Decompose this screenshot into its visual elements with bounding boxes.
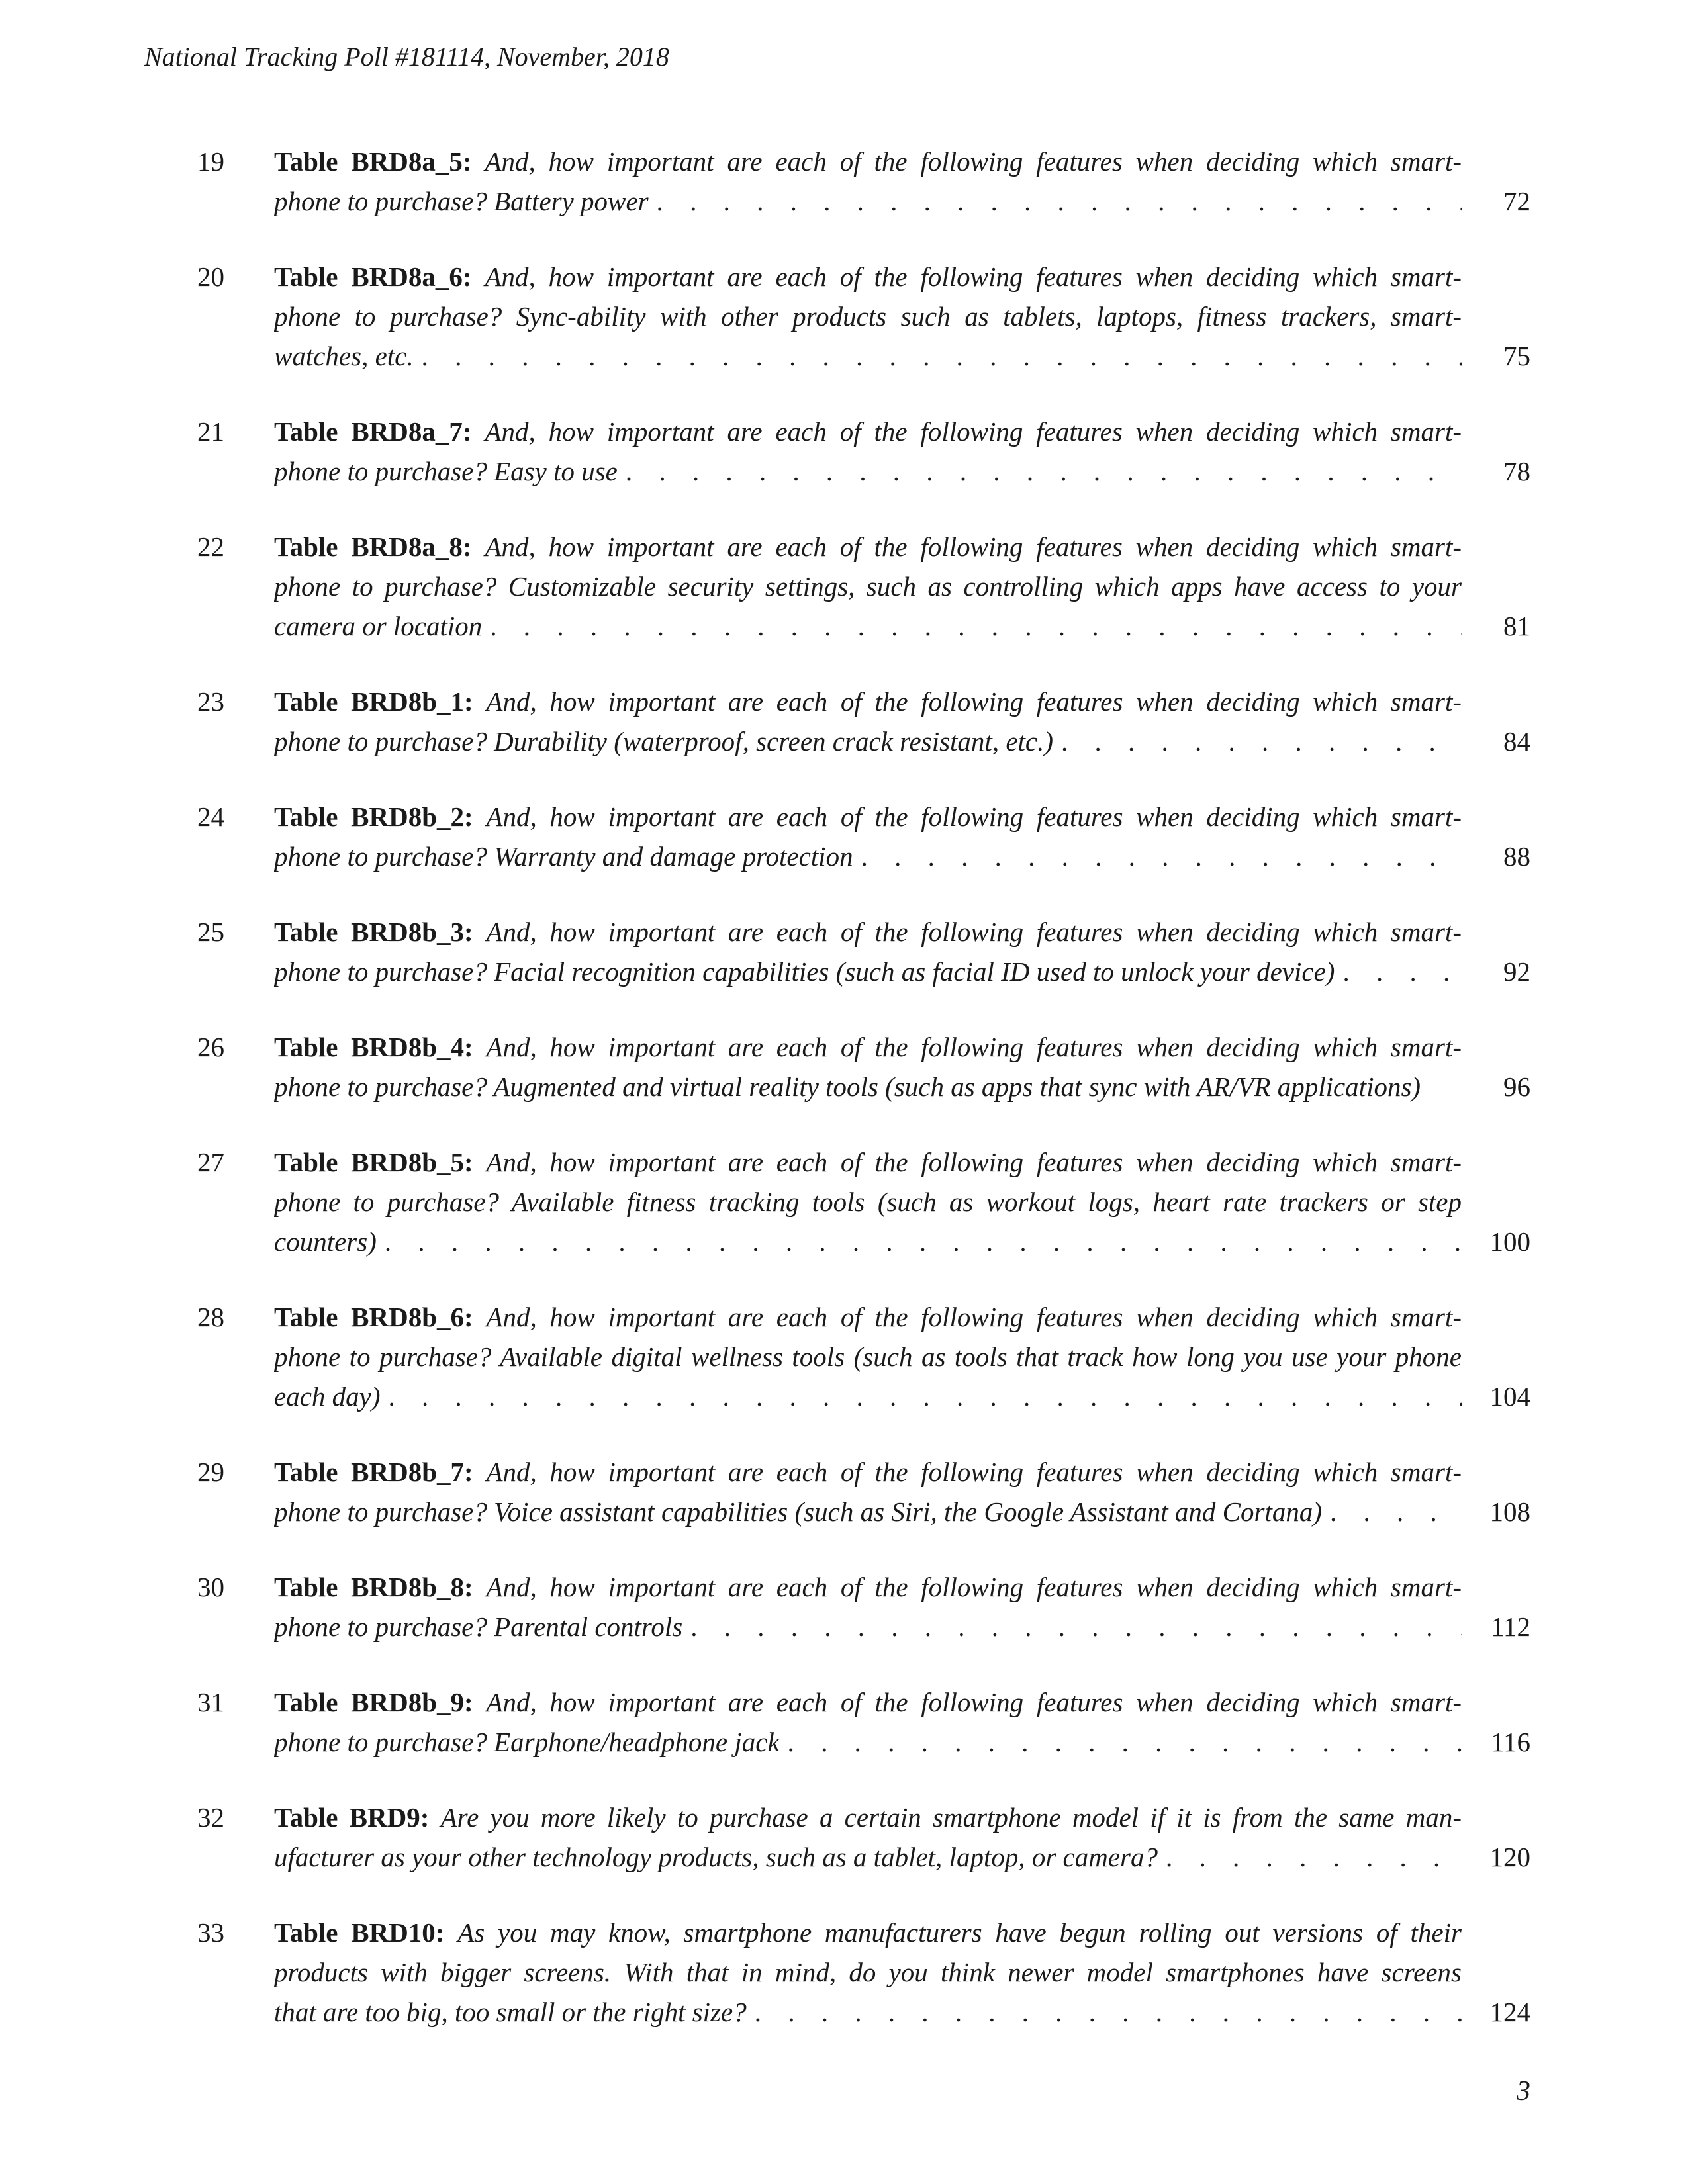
- entry-label: Table BRD8a_6:: [274, 261, 472, 292]
- toc-entry[interactable]: [0, 142, 1688, 257]
- table-of-contents: [0, 142, 1688, 2068]
- entry-label: Table BRD8b_9:: [274, 1687, 473, 1717]
- entry-question-tail: phone to purchase? Parental controls: [274, 1612, 683, 1642]
- dot-leader: [618, 451, 1462, 491]
- entry-label: Table BRD8b_4:: [274, 1032, 473, 1062]
- toc-entry[interactable]: [0, 412, 1688, 527]
- entry-number: 22: [197, 531, 224, 562]
- entry-question-line: And, how important are each of the following features when deciding which smart-: [486, 1032, 1462, 1062]
- entry-label: Table BRD8b_8:: [274, 1572, 473, 1602]
- entry-text: [274, 142, 1462, 221]
- entry-label: Table BRD9:: [274, 1802, 430, 1833]
- toc-entry[interactable]: [0, 912, 1688, 1027]
- entry-text: [274, 1142, 1462, 1261]
- dot-leader: [482, 606, 1462, 646]
- entry-page-number: 92: [1503, 956, 1530, 987]
- entry-question-line: And, how important are each of the following features when deciding which smart-: [485, 531, 1462, 562]
- entry-text: [274, 912, 1462, 991]
- entry-page-number: 120: [1489, 1842, 1530, 1872]
- entry-label: Table BRD8b_3:: [274, 917, 473, 947]
- toc-entry[interactable]: [0, 682, 1688, 797]
- entry-label: Table BRD8b_1:: [274, 686, 473, 717]
- toc-entry[interactable]: [0, 1913, 1688, 2068]
- entry-question-line: And, how important are each of the following features when deciding which smart-: [486, 1572, 1462, 1602]
- entry-page-number: 124: [1489, 1997, 1530, 2027]
- entry-number: 26: [197, 1032, 224, 1062]
- entry-text: [274, 257, 1462, 376]
- entry-question-line: And, how important are each of the following features when deciding which smart-: [486, 1302, 1462, 1332]
- entry-page-number: 100: [1489, 1226, 1530, 1257]
- entry-number: 19: [197, 146, 224, 177]
- entry-question-line: And, how important are each of the following features when deciding which smart-: [486, 801, 1462, 832]
- entry-page-number: 112: [1491, 1612, 1530, 1642]
- entry-question-tail: phone to purchase? Warranty and damage protection: [274, 841, 853, 872]
- entry-question-line: And, how important are each of the following features when deciding which smart-: [486, 1687, 1462, 1717]
- entry-page-number: 72: [1503, 186, 1530, 216]
- entry-question-tail: phone to purchase? Battery power: [274, 186, 649, 216]
- toc-entry[interactable]: [0, 257, 1688, 412]
- entry-question-tail: phone to purchase? Durability (waterproof, screen crack resistant, etc.): [274, 726, 1054, 756]
- dot-leader: [414, 336, 1462, 376]
- entry-number: 33: [197, 1917, 224, 1948]
- entry-question-line: phone to purchase? Sync-ability with other products such as tablets, laptops, fitness trackers, smart-: [274, 301, 1462, 332]
- entry-page-number: 88: [1503, 841, 1530, 872]
- entry-text: [274, 1027, 1462, 1107]
- running-header: National Tracking Poll #181114, November, 2018: [144, 42, 669, 71]
- entry-number: 20: [197, 261, 224, 292]
- entry-question-tail: camera or location: [274, 611, 483, 641]
- entry-text: [274, 1567, 1462, 1647]
- entry-number: 28: [197, 1302, 224, 1332]
- entry-text: [274, 1682, 1462, 1762]
- toc-entry[interactable]: [0, 1567, 1688, 1682]
- toc-entry[interactable]: [0, 1297, 1688, 1452]
- entry-question-tail: each day): [274, 1381, 381, 1412]
- toc-entry[interactable]: [0, 797, 1688, 912]
- entry-question-line: And, how important are each of the following features when deciding which smart-: [485, 261, 1462, 292]
- entry-question-line: And, how important are each of the following features when deciding which smart-: [486, 686, 1462, 717]
- entry-question-line: And, how important are each of the following features when deciding which smart-: [486, 917, 1462, 947]
- entry-number: 24: [197, 801, 224, 832]
- toc-entry[interactable]: [0, 1027, 1688, 1142]
- entry-question-tail: phone to purchase? Facial recognition capabilities (such as facial ID used to unlock your device): [274, 956, 1335, 987]
- entry-question-tail: phone to purchase? Easy to use: [274, 456, 618, 486]
- entry-page-number: 78: [1503, 456, 1530, 486]
- entry-text: [274, 682, 1462, 761]
- entry-label: Table BRD10:: [274, 1917, 445, 1948]
- dot-leader: [381, 1377, 1462, 1416]
- entry-label: Table BRD8b_2:: [274, 801, 473, 832]
- entry-question-line: Are you more likely to purchase a certain smartphone model if it is from the same man-: [440, 1802, 1462, 1833]
- entry-page-number: 116: [1491, 1727, 1530, 1757]
- toc-entry[interactable]: [0, 1452, 1688, 1567]
- entry-question-line: phone to purchase? Customizable security settings, such as controlling which apps have access to your: [274, 571, 1462, 602]
- entry-label: Table BRD8b_6:: [274, 1302, 473, 1332]
- entry-question-line: And, how important are each of the following features when deciding which smart-: [486, 1457, 1462, 1487]
- entry-page-number: 84: [1503, 726, 1530, 756]
- dot-leader: [1053, 721, 1462, 761]
- entry-page-number: 81: [1503, 611, 1530, 641]
- entry-label: Table BRD8a_5:: [274, 146, 472, 177]
- entry-number: 31: [197, 1687, 224, 1717]
- entry-text: [274, 1297, 1462, 1416]
- entry-question-line: phone to purchase? Available fitness tracking tools (such as workout logs, heart rate trackers or step: [274, 1187, 1462, 1217]
- toc-entry[interactable]: [0, 1682, 1688, 1797]
- dot-leader: [780, 1722, 1462, 1762]
- entry-number: 27: [197, 1147, 224, 1177]
- entry-number: 21: [197, 416, 224, 447]
- entry-number: 23: [197, 686, 224, 717]
- entry-number: 32: [197, 1802, 224, 1833]
- dot-leader: [649, 181, 1462, 221]
- dot-leader: [377, 1222, 1462, 1261]
- entry-label: Table BRD8a_8:: [274, 531, 472, 562]
- dot-leader: [682, 1607, 1462, 1647]
- entry-number: 25: [197, 917, 224, 947]
- entry-question-tail: phone to purchase? Earphone/headphone jack: [274, 1727, 780, 1757]
- toc-entry[interactable]: [0, 1142, 1688, 1297]
- entry-question-line: And, how important are each of the following features when deciding which smart-: [486, 1147, 1462, 1177]
- entry-page-number: 108: [1489, 1496, 1530, 1527]
- entry-label: Table BRD8a_7:: [274, 416, 472, 447]
- entry-question-line: And, how important are each of the following features when deciding which smart-: [485, 146, 1462, 177]
- dot-leader: [853, 837, 1462, 876]
- entry-page-number: 75: [1503, 341, 1530, 371]
- entry-question-tail: phone to purchase? Voice assistant capabilities (such as Siri, the Google Assistant and Cortana): [274, 1496, 1322, 1527]
- entry-label: Table BRD8b_7:: [274, 1457, 473, 1487]
- entry-text: [274, 527, 1462, 646]
- entry-text: [274, 1797, 1462, 1877]
- entry-text: [274, 412, 1462, 491]
- toc-entry[interactable]: [0, 1797, 1688, 1913]
- entry-page-number: 104: [1489, 1381, 1530, 1412]
- entry-text: [274, 797, 1462, 876]
- entry-question-tail: watches, etc.: [274, 341, 414, 371]
- entry-question-line: phone to purchase? Available digital wellness tools (such as tools that track how long you use your phone: [274, 1342, 1462, 1372]
- entry-question-tail: phone to purchase? Augmented and virtual reality tools (such as apps that sync with AR/VR applications): [274, 1071, 1421, 1102]
- entry-text: [274, 1913, 1462, 2032]
- entry-question-line: And, how important are each of the following features when deciding which smart-: [485, 416, 1462, 447]
- page-number: 3: [1517, 2076, 1530, 2107]
- entry-question-line: products with bigger screens. With that in mind, do you think newer model smartphones have screens: [274, 1957, 1462, 1987]
- dot-leader: [747, 1992, 1462, 2032]
- entry-number: 29: [197, 1457, 224, 1487]
- dot-leader: [1322, 1492, 1462, 1531]
- toc-entry[interactable]: [0, 527, 1688, 682]
- entry-label: Table BRD8b_5:: [274, 1147, 473, 1177]
- dot-leader: [1158, 1837, 1462, 1877]
- entry-question-line: As you may know, smartphone manufacturers have begun rolling out versions of their: [457, 1917, 1462, 1948]
- entry-text: [274, 1452, 1462, 1531]
- entry-question-tail: counters): [274, 1226, 377, 1257]
- entry-page-number: 96: [1503, 1071, 1530, 1102]
- dot-leader: [1335, 952, 1462, 991]
- entry-question-tail: ufacturer as your other technology products, such as a tablet, laptop, or camera?: [274, 1842, 1158, 1872]
- entry-question-tail: that are too big, too small or the right size?: [274, 1997, 747, 2027]
- entry-number: 30: [197, 1572, 224, 1602]
